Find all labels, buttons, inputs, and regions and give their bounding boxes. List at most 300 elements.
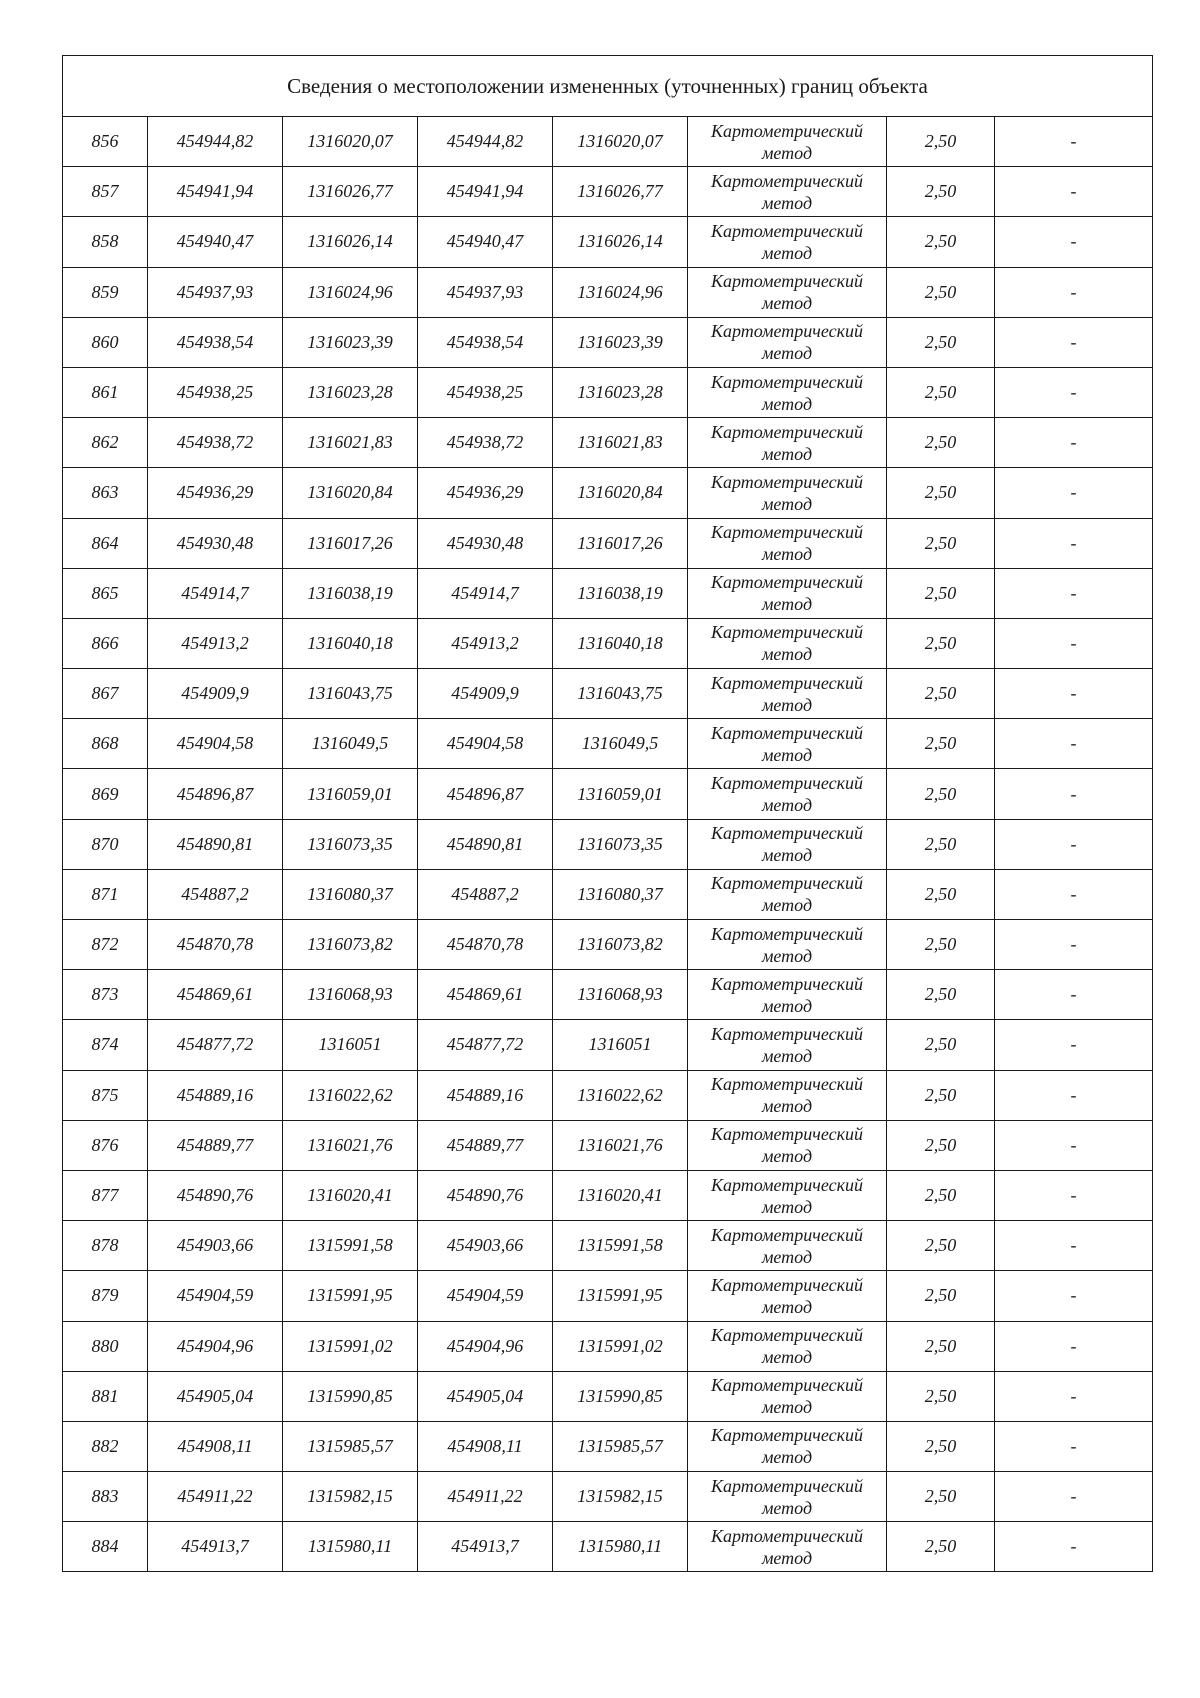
- refined-y-cell: 1316040,18: [553, 618, 688, 668]
- method-label-line2: метод: [761, 1146, 813, 1167]
- point-number-cell: 876: [63, 1120, 148, 1170]
- existing-x-cell: 454913,7: [148, 1522, 283, 1572]
- existing-x-cell: 454870,78: [148, 920, 283, 970]
- note-cell: -: [995, 719, 1153, 769]
- accuracy-cell: 2,50: [887, 1170, 995, 1220]
- existing-x-cell: 454909,9: [148, 669, 283, 719]
- refined-x-cell: 454869,61: [418, 970, 553, 1020]
- accuracy-cell: 2,50: [887, 1120, 995, 1170]
- point-number-cell: 874: [63, 1020, 148, 1070]
- method-label-line1: Картометрический: [710, 1475, 863, 1496]
- accuracy-cell: 2,50: [887, 769, 995, 819]
- point-number-cell: 880: [63, 1321, 148, 1371]
- method-label-line2: метод: [761, 493, 813, 514]
- refined-x-cell: 454911,22: [418, 1472, 553, 1522]
- method-label-line1: Картометрический: [710, 722, 863, 743]
- table-row: [63, 1472, 1153, 1522]
- accuracy-cell: 2,50: [887, 719, 995, 769]
- existing-x-cell: 454905,04: [148, 1371, 283, 1421]
- method-cell: [688, 920, 887, 970]
- method-label-line1: Картометрический: [710, 120, 863, 141]
- accuracy-cell: 2,50: [887, 618, 995, 668]
- table-row: [63, 1371, 1153, 1421]
- accuracy-cell: 2,50: [887, 217, 995, 267]
- refined-x-cell: 454936,29: [418, 468, 553, 518]
- method-cell: [688, 669, 887, 719]
- accuracy-cell: 2,50: [887, 1522, 995, 1572]
- note-cell: -: [995, 1020, 1153, 1070]
- method-label-line2: метод: [761, 242, 813, 263]
- refined-y-cell: 1316023,39: [553, 317, 688, 367]
- note-cell: -: [995, 618, 1153, 668]
- point-number-cell: 863: [63, 468, 148, 518]
- point-number-cell: 861: [63, 367, 148, 417]
- point-number-cell: 873: [63, 970, 148, 1020]
- note-cell: -: [995, 1321, 1153, 1371]
- existing-y-cell: 1315991,02: [283, 1321, 418, 1371]
- point-number-cell: 869: [63, 769, 148, 819]
- method-label-line2: метод: [761, 343, 813, 364]
- method-cell: [688, 167, 887, 217]
- existing-x-cell: 454869,61: [148, 970, 283, 1020]
- table-row: [63, 568, 1153, 618]
- method-label-line1: Картометрический: [710, 672, 863, 693]
- refined-y-cell: 1315991,58: [553, 1221, 688, 1271]
- note-cell: -: [995, 367, 1153, 417]
- note-cell: -: [995, 568, 1153, 618]
- refined-x-cell: 454904,96: [418, 1321, 553, 1371]
- method-label-line1: Картометрический: [710, 823, 863, 844]
- refined-y-cell: 1316051: [553, 1020, 688, 1070]
- table-row: [63, 1271, 1153, 1321]
- method-label-line1: Картометрический: [710, 170, 863, 191]
- method-cell: [688, 1221, 887, 1271]
- existing-y-cell: 1316026,14: [283, 217, 418, 267]
- existing-y-cell: 1316038,19: [283, 568, 418, 618]
- note-cell: -: [995, 317, 1153, 367]
- note-cell: -: [995, 769, 1153, 819]
- point-number-cell: 878: [63, 1221, 148, 1271]
- existing-y-cell: 1315980,11: [283, 1522, 418, 1572]
- method-cell: [688, 117, 887, 167]
- refined-x-cell: 454905,04: [418, 1371, 553, 1421]
- method-label-line2: метод: [761, 995, 813, 1016]
- refined-x-cell: 454889,16: [418, 1070, 553, 1120]
- method-cell: [688, 267, 887, 317]
- note-cell: -: [995, 167, 1153, 217]
- point-number-cell: 884: [63, 1522, 148, 1572]
- method-cell: [688, 1170, 887, 1220]
- point-number-cell: 868: [63, 719, 148, 769]
- table-row: [63, 518, 1153, 568]
- existing-y-cell: 1316026,77: [283, 167, 418, 217]
- method-cell: [688, 1321, 887, 1371]
- table-row: [63, 167, 1153, 217]
- method-label-line1: Картометрический: [710, 471, 863, 492]
- method-label-line1: Картометрический: [710, 1375, 863, 1396]
- refined-x-cell: 454944,82: [418, 117, 553, 167]
- table-row: [63, 317, 1153, 367]
- point-number-cell: 881: [63, 1371, 148, 1421]
- note-cell: -: [995, 1421, 1153, 1471]
- point-number-cell: 870: [63, 819, 148, 869]
- method-label-line2: метод: [761, 544, 813, 565]
- existing-x-cell: 454938,25: [148, 367, 283, 417]
- note-cell: -: [995, 1371, 1153, 1421]
- accuracy-cell: 2,50: [887, 1321, 995, 1371]
- method-cell: [688, 418, 887, 468]
- existing-x-cell: 454930,48: [148, 518, 283, 568]
- table-row: [63, 618, 1153, 668]
- method-cell: [688, 869, 887, 919]
- refined-x-cell: 454890,81: [418, 819, 553, 869]
- method-label-line2: метод: [761, 142, 813, 163]
- refined-y-cell: 1315982,15: [553, 1472, 688, 1522]
- point-number-cell: 862: [63, 418, 148, 468]
- method-label-line1: Картометрический: [710, 973, 863, 994]
- table-row: [63, 1070, 1153, 1120]
- existing-x-cell: 454904,96: [148, 1321, 283, 1371]
- method-label-line2: метод: [761, 694, 813, 715]
- method-label-line2: метод: [761, 393, 813, 414]
- point-number-cell: 864: [63, 518, 148, 568]
- refined-x-cell: 454896,87: [418, 769, 553, 819]
- method-label-line1: Картометрический: [710, 622, 863, 643]
- accuracy-cell: 2,50: [887, 267, 995, 317]
- existing-x-cell: 454937,93: [148, 267, 283, 317]
- existing-x-cell: 454940,47: [148, 217, 283, 267]
- existing-y-cell: 1316073,35: [283, 819, 418, 869]
- accuracy-cell: 2,50: [887, 819, 995, 869]
- method-cell: [688, 1271, 887, 1321]
- method-label-line2: метод: [761, 895, 813, 916]
- accuracy-cell: 2,50: [887, 970, 995, 1020]
- refined-x-cell: 454909,9: [418, 669, 553, 719]
- method-label-line2: метод: [761, 845, 813, 866]
- point-number-cell: 871: [63, 869, 148, 919]
- refined-y-cell: 1316022,62: [553, 1070, 688, 1120]
- method-cell: [688, 568, 887, 618]
- accuracy-cell: 2,50: [887, 669, 995, 719]
- table-row: [63, 1421, 1153, 1471]
- method-label-line1: Картометрический: [710, 1425, 863, 1446]
- method-label-line1: Картометрический: [710, 1074, 863, 1095]
- method-cell: [688, 970, 887, 1020]
- refined-y-cell: 1316021,83: [553, 418, 688, 468]
- existing-x-cell: 454944,82: [148, 117, 283, 167]
- method-label-line2: метод: [761, 1347, 813, 1368]
- point-number-cell: 866: [63, 618, 148, 668]
- refined-x-cell: 454904,59: [418, 1271, 553, 1321]
- accuracy-cell: 2,50: [887, 418, 995, 468]
- refined-y-cell: 1316023,28: [553, 367, 688, 417]
- method-label-line2: метод: [761, 795, 813, 816]
- method-label-line2: метод: [761, 443, 813, 464]
- existing-y-cell: 1316059,01: [283, 769, 418, 819]
- method-cell: [688, 367, 887, 417]
- method-cell: [688, 518, 887, 568]
- refined-y-cell: 1315991,95: [553, 1271, 688, 1321]
- refined-x-cell: 454913,7: [418, 1522, 553, 1572]
- refined-x-cell: 454887,2: [418, 869, 553, 919]
- existing-x-cell: 454904,58: [148, 719, 283, 769]
- refined-y-cell: 1316021,76: [553, 1120, 688, 1170]
- method-label-line1: Картометрический: [710, 1124, 863, 1145]
- method-label-line2: метод: [761, 594, 813, 615]
- method-cell: [688, 1472, 887, 1522]
- refined-x-cell: 454940,47: [418, 217, 553, 267]
- note-cell: -: [995, 518, 1153, 568]
- existing-x-cell: 454890,76: [148, 1170, 283, 1220]
- accuracy-cell: 2,50: [887, 920, 995, 970]
- refined-y-cell: 1315985,57: [553, 1421, 688, 1471]
- refined-y-cell: 1316073,82: [553, 920, 688, 970]
- method-cell: [688, 618, 887, 668]
- existing-x-cell: 454903,66: [148, 1221, 283, 1271]
- existing-y-cell: 1315991,95: [283, 1271, 418, 1321]
- method-label-line1: Картометрический: [710, 873, 863, 894]
- table-row: [63, 920, 1153, 970]
- note-cell: -: [995, 920, 1153, 970]
- refined-x-cell: 454937,93: [418, 267, 553, 317]
- accuracy-cell: 2,50: [887, 568, 995, 618]
- existing-x-cell: 454911,22: [148, 1472, 283, 1522]
- point-number-cell: 875: [63, 1070, 148, 1120]
- table-row: [63, 367, 1153, 417]
- accuracy-cell: 2,50: [887, 1070, 995, 1120]
- table-row: [63, 117, 1153, 167]
- table-row: [63, 669, 1153, 719]
- refined-x-cell: 454913,2: [418, 618, 553, 668]
- existing-y-cell: 1315990,85: [283, 1371, 418, 1421]
- refined-y-cell: 1316043,75: [553, 669, 688, 719]
- existing-y-cell: 1316023,28: [283, 367, 418, 417]
- method-cell: [688, 1421, 887, 1471]
- existing-x-cell: 454896,87: [148, 769, 283, 819]
- refined-y-cell: 1316068,93: [553, 970, 688, 1020]
- method-label-line1: Картометрический: [710, 1274, 863, 1295]
- table-row: [63, 1170, 1153, 1220]
- method-label-line2: метод: [761, 1196, 813, 1217]
- method-label-line1: Картометрический: [710, 773, 863, 794]
- table-row: [63, 267, 1153, 317]
- existing-x-cell: 454941,94: [148, 167, 283, 217]
- note-cell: -: [995, 970, 1153, 1020]
- existing-y-cell: 1316024,96: [283, 267, 418, 317]
- refined-y-cell: 1316080,37: [553, 869, 688, 919]
- point-number-cell: 883: [63, 1472, 148, 1522]
- point-number-cell: 860: [63, 317, 148, 367]
- refined-y-cell: 1316024,96: [553, 267, 688, 317]
- method-label-line2: метод: [761, 1397, 813, 1418]
- accuracy-cell: 2,50: [887, 1271, 995, 1321]
- note-cell: -: [995, 1170, 1153, 1220]
- existing-x-cell: 454877,72: [148, 1020, 283, 1070]
- note-cell: -: [995, 669, 1153, 719]
- refined-y-cell: 1316073,35: [553, 819, 688, 869]
- accuracy-cell: 2,50: [887, 1421, 995, 1471]
- existing-y-cell: 1315985,57: [283, 1421, 418, 1471]
- method-label-line2: метод: [761, 644, 813, 665]
- method-label-line1: Картометрический: [710, 1525, 863, 1546]
- method-label-line1: Картометрический: [710, 1023, 863, 1044]
- point-number-cell: 872: [63, 920, 148, 970]
- boundary-coordinates-table: [62, 55, 1153, 1572]
- method-label-line2: метод: [761, 1096, 813, 1117]
- existing-x-cell: 454938,72: [148, 418, 283, 468]
- table-row: [63, 1522, 1153, 1572]
- refined-x-cell: 454938,72: [418, 418, 553, 468]
- refined-y-cell: 1316026,14: [553, 217, 688, 267]
- method-cell: [688, 217, 887, 267]
- refined-x-cell: 454938,54: [418, 317, 553, 367]
- existing-y-cell: 1316020,07: [283, 117, 418, 167]
- method-label-line1: Картометрический: [710, 522, 863, 543]
- method-label-line2: метод: [761, 192, 813, 213]
- refined-x-cell: 454877,72: [418, 1020, 553, 1070]
- existing-y-cell: 1316021,83: [283, 418, 418, 468]
- existing-x-cell: 454913,2: [148, 618, 283, 668]
- existing-x-cell: 454914,7: [148, 568, 283, 618]
- method-label-line1: Картометрический: [710, 572, 863, 593]
- refined-y-cell: 1316020,84: [553, 468, 688, 518]
- existing-y-cell: 1316068,93: [283, 970, 418, 1020]
- note-cell: -: [995, 1522, 1153, 1572]
- refined-y-cell: 1316020,07: [553, 117, 688, 167]
- existing-x-cell: 454936,29: [148, 468, 283, 518]
- existing-y-cell: 1316051: [283, 1020, 418, 1070]
- point-number-cell: 865: [63, 568, 148, 618]
- existing-y-cell: 1316023,39: [283, 317, 418, 367]
- note-cell: -: [995, 418, 1153, 468]
- method-label-line2: метод: [761, 293, 813, 314]
- table-row: [63, 1120, 1153, 1170]
- method-label-line2: метод: [761, 945, 813, 966]
- table-row: [63, 819, 1153, 869]
- accuracy-cell: 2,50: [887, 1472, 995, 1522]
- accuracy-cell: 2,50: [887, 1371, 995, 1421]
- method-label-line2: метод: [761, 1497, 813, 1518]
- method-label-line2: метод: [761, 1447, 813, 1468]
- existing-y-cell: 1316073,82: [283, 920, 418, 970]
- existing-x-cell: 454889,16: [148, 1070, 283, 1120]
- method-cell: [688, 769, 887, 819]
- refined-x-cell: 454941,94: [418, 167, 553, 217]
- note-cell: -: [995, 1070, 1153, 1120]
- existing-y-cell: 1316080,37: [283, 869, 418, 919]
- accuracy-cell: 2,50: [887, 468, 995, 518]
- refined-y-cell: 1316049,5: [553, 719, 688, 769]
- refined-y-cell: 1316020,41: [553, 1170, 688, 1220]
- point-number-cell: 882: [63, 1421, 148, 1471]
- method-cell: [688, 1522, 887, 1572]
- method-cell: [688, 819, 887, 869]
- accuracy-cell: 2,50: [887, 869, 995, 919]
- point-number-cell: 858: [63, 217, 148, 267]
- table-caption-row: [63, 56, 1153, 117]
- existing-y-cell: 1316043,75: [283, 669, 418, 719]
- method-cell: [688, 1020, 887, 1070]
- method-cell: [688, 1120, 887, 1170]
- point-number-cell: 879: [63, 1271, 148, 1321]
- method-label-line1: Картометрический: [710, 1224, 863, 1245]
- existing-x-cell: 454890,81: [148, 819, 283, 869]
- existing-y-cell: 1316022,62: [283, 1070, 418, 1120]
- refined-y-cell: 1316059,01: [553, 769, 688, 819]
- existing-y-cell: 1315991,58: [283, 1221, 418, 1271]
- method-cell: [688, 1371, 887, 1421]
- note-cell: -: [995, 1120, 1153, 1170]
- existing-y-cell: 1316020,41: [283, 1170, 418, 1220]
- refined-x-cell: 454938,25: [418, 367, 553, 417]
- point-number-cell: 877: [63, 1170, 148, 1220]
- note-cell: -: [995, 1221, 1153, 1271]
- table-row: [63, 418, 1153, 468]
- point-number-cell: 857: [63, 167, 148, 217]
- method-cell: [688, 317, 887, 367]
- method-label-line1: Картометрический: [710, 421, 863, 442]
- existing-y-cell: 1316017,26: [283, 518, 418, 568]
- refined-x-cell: 454890,76: [418, 1170, 553, 1220]
- accuracy-cell: 2,50: [887, 1020, 995, 1070]
- method-label-line1: Картометрический: [710, 220, 863, 241]
- accuracy-cell: 2,50: [887, 167, 995, 217]
- table-row: [63, 217, 1153, 267]
- note-cell: -: [995, 1271, 1153, 1321]
- note-cell: -: [995, 267, 1153, 317]
- method-label-line2: метод: [761, 1246, 813, 1267]
- table-row: [63, 970, 1153, 1020]
- table-row: [63, 719, 1153, 769]
- method-cell: [688, 1070, 887, 1120]
- table-row: [63, 869, 1153, 919]
- point-number-cell: 867: [63, 669, 148, 719]
- method-label-line1: Картометрический: [710, 1325, 863, 1346]
- refined-x-cell: 454904,58: [418, 719, 553, 769]
- accuracy-cell: 2,50: [887, 1221, 995, 1271]
- note-cell: -: [995, 217, 1153, 267]
- table-row: [63, 468, 1153, 518]
- note-cell: -: [995, 819, 1153, 869]
- note-cell: -: [995, 869, 1153, 919]
- point-number-cell: 856: [63, 117, 148, 167]
- refined-y-cell: 1316038,19: [553, 568, 688, 618]
- note-cell: -: [995, 117, 1153, 167]
- accuracy-cell: 2,50: [887, 367, 995, 417]
- accuracy-cell: 2,50: [887, 117, 995, 167]
- refined-x-cell: 454908,11: [418, 1421, 553, 1471]
- existing-x-cell: 454938,54: [148, 317, 283, 367]
- note-cell: -: [995, 1472, 1153, 1522]
- method-label-line1: Картометрический: [710, 1174, 863, 1195]
- existing-x-cell: 454904,59: [148, 1271, 283, 1321]
- table-row: [63, 1221, 1153, 1271]
- accuracy-cell: 2,50: [887, 317, 995, 367]
- note-cell: -: [995, 468, 1153, 518]
- existing-x-cell: 454887,2: [148, 869, 283, 919]
- refined-x-cell: 454889,77: [418, 1120, 553, 1170]
- method-label-line1: Картометрический: [710, 371, 863, 392]
- point-number-cell: 859: [63, 267, 148, 317]
- existing-y-cell: 1316049,5: [283, 719, 418, 769]
- existing-x-cell: 454889,77: [148, 1120, 283, 1170]
- table-row: [63, 1321, 1153, 1371]
- method-label-line2: метод: [761, 1547, 813, 1568]
- method-label-line1: Картометрический: [710, 321, 863, 342]
- existing-y-cell: 1316021,76: [283, 1120, 418, 1170]
- refined-x-cell: 454930,48: [418, 518, 553, 568]
- refined-y-cell: 1315991,02: [553, 1321, 688, 1371]
